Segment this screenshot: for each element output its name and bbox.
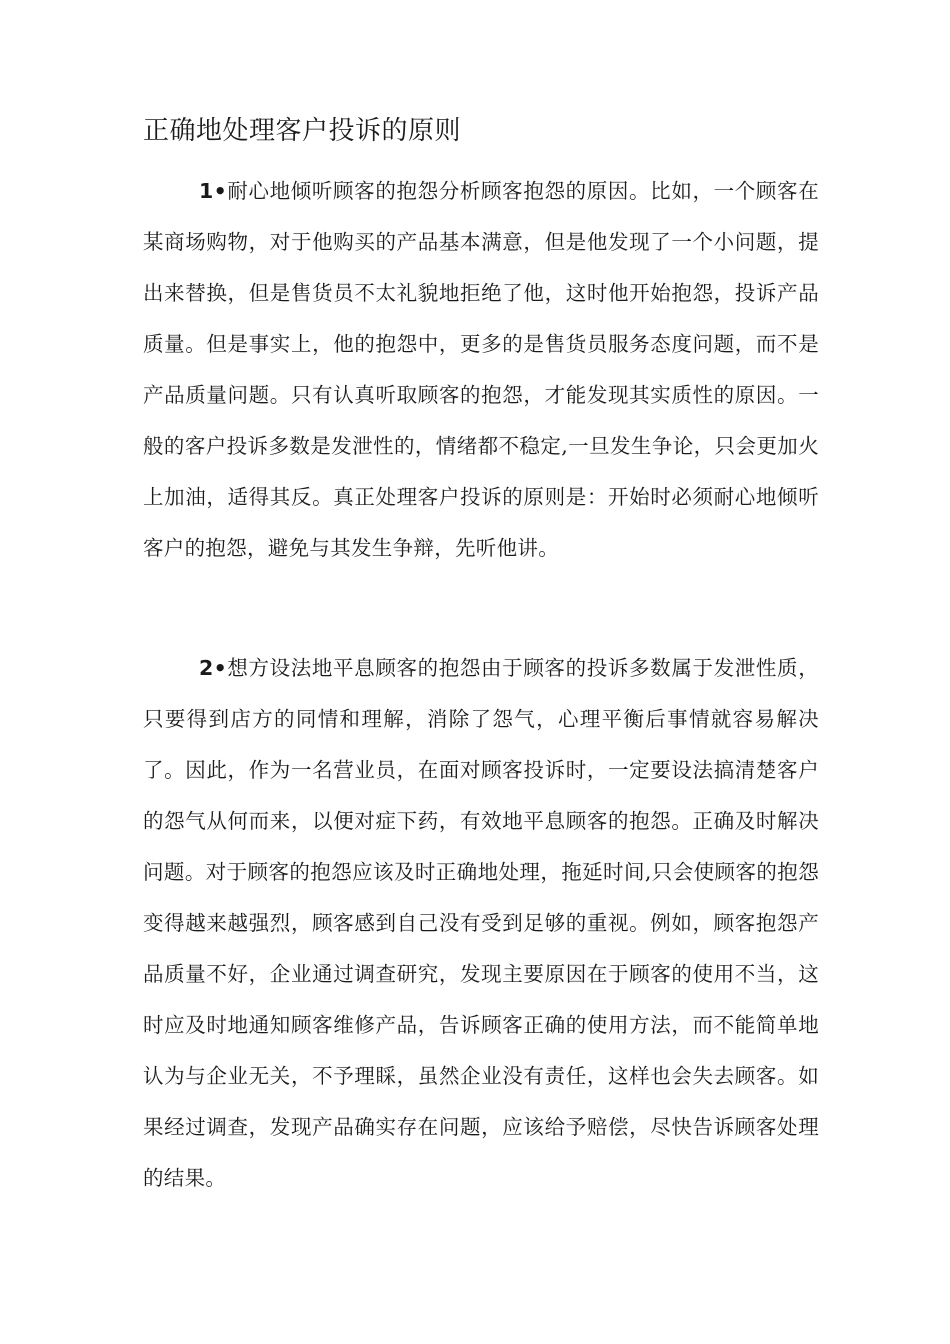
paragraph-1-text: 耐心地倾听顾客的抱怨分析顾客抱怨的原因。比如，一个顾客在某商场购物，对于他购买的产品基本满意，但是他发现了一个小问题，提出来替换，但是售货员不太礼貌地拒绝了他，这时他开始抱怨，投诉产品质量。但是事实上，他的抱怨中，更多的是售货员服务态度问题，而不是产品质量问题。只有认真听取顾客的抱怨，才能发现其实质性的原因。一般的客户投诉多数是发泄性的，情绪都不稳定,一旦发生争论，只会更加火上加油，适得其反。真正处理客户投诉的原则是：开始时必须耐心地倾听客户的抱怨，避免与其发生争辩，先听他讲。 [143, 179, 819, 560]
paragraph-1 [143, 166, 819, 574]
document-title: 正确地处理客户投诉的原则 [143, 116, 462, 146]
paragraph-2 [143, 643, 819, 1204]
paragraph-1-number: 1• [199, 179, 227, 203]
paragraph-2-number: 2• [199, 656, 227, 680]
paragraph-2-text: 想方设法地平息顾客的抱怨由于顾客的投诉多数属于发泄性质，只要得到店方的同情和理解，消除了怨气，心理平衡后事情就容易解决了。因此，作为一名营业员，在面对顾客投诉时，一定要设法搞清楚客户的怨气从何而来，以便对症下药，有效地平息顾客的抱怨。正确及时解决问题。对于顾客的抱怨应该及时正确地处理，拖延时间,只会使顾客的抱怨变得越来越强烈，顾客感到自己没有受到足够的重视。例如，顾客抱怨产品质量不好，企业通过调查研究，发现主要原因在于顾客的使用不当，这时应及时地通知顾客维修产品，告诉顾客正确的使用方法，而不能简单地认为与企业无关，不予理睬，虽然企业没有责任，这样也会失去顾客。如果经过调查，发现产品确实存在问题，应该给予赔偿，尽快告诉顾客处理的结果。 [143, 656, 819, 1190]
